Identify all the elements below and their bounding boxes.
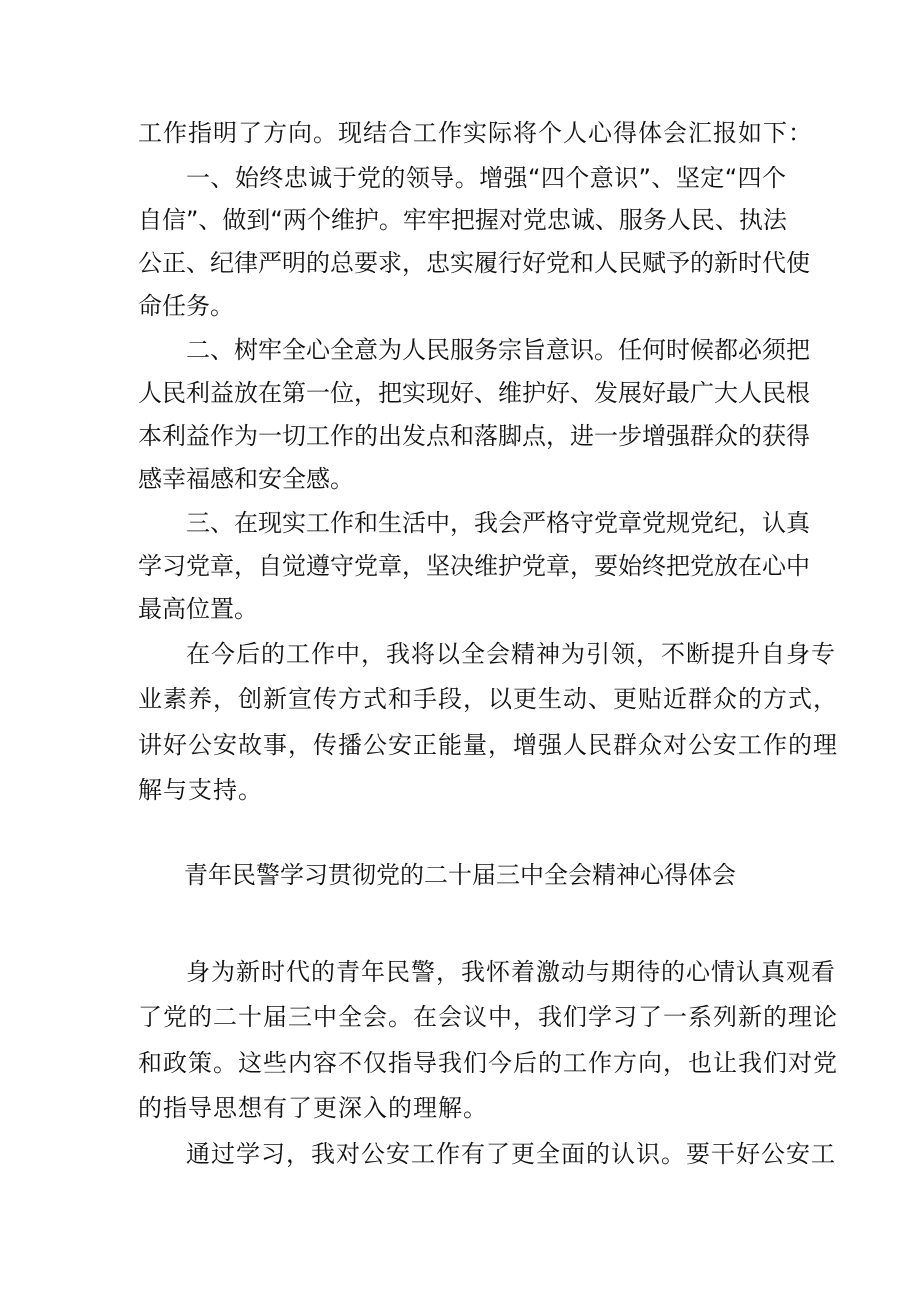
text-line: 通过学习，我对公安工作有了更全面的认识。要干好公安工 bbox=[186, 1140, 836, 1168]
text-line: 公正、纪律严明的总要求，忠实履行好党和人民赋予的新时代使 bbox=[138, 249, 810, 277]
text-line: 讲好公安故事，传播公安正能量，增强人民群众对公安工作的理 bbox=[138, 731, 838, 759]
text-line: 身为新时代的青年民警，我怀着激动与期待的心情认真观看 bbox=[186, 958, 836, 986]
text-line: 学习党章，自觉遵守党章，坚决维护党章，要始终把党放在心中 bbox=[138, 552, 810, 580]
text-line: 一、始终忠诚于党的领导。增强“四个意识”、坚定“四个 bbox=[186, 164, 786, 192]
text-line: 三、在现实工作和生活中，我会严格守党章党规党纪，认真 bbox=[186, 509, 810, 537]
text-line: 命任务。 bbox=[138, 292, 234, 320]
text-line: 自信”、做到“两个维护。牢牢把握对党忠诚、服务人民、执法 bbox=[138, 206, 787, 234]
text-line: 感幸福感和安全感。 bbox=[138, 465, 354, 493]
text-line: 人民利益放在第一位，把实现好、维护好、发展好最广大人民根 bbox=[138, 379, 810, 407]
text-line: 在今后的工作中，我将以全会精神为引领，不断提升自身专 bbox=[186, 640, 836, 668]
text-line: 和政策。这些内容不仅指导我们今后的工作方向，也让我们对党 bbox=[138, 1049, 838, 1077]
text-line: 的指导思想有了更深入的理解。 bbox=[138, 1094, 488, 1122]
text-line: 了党的二十届三中全会。在会议中，我们学习了一系列新的理论 bbox=[138, 1003, 838, 1031]
text-line: 本利益作为一切工作的出发点和落脚点，进一步增强群众的获得 bbox=[138, 422, 810, 450]
text-line: 解与支持。 bbox=[138, 776, 263, 804]
text-line: 最高位置。 bbox=[138, 595, 258, 623]
section-title: 青年民警学习贯彻党的二十届三中全会精神心得体会 bbox=[184, 861, 736, 889]
text-line: 二、树牢全心全意为人民服务宗旨意识。任何时候都必须把 bbox=[186, 336, 810, 364]
text-line: 工作指明了方向。现结合工作实际将个人心得体会汇报如下： bbox=[138, 119, 813, 147]
text-line: 业素养，创新宣传方式和手段，以更生动、更贴近群众的方式， bbox=[138, 685, 838, 713]
